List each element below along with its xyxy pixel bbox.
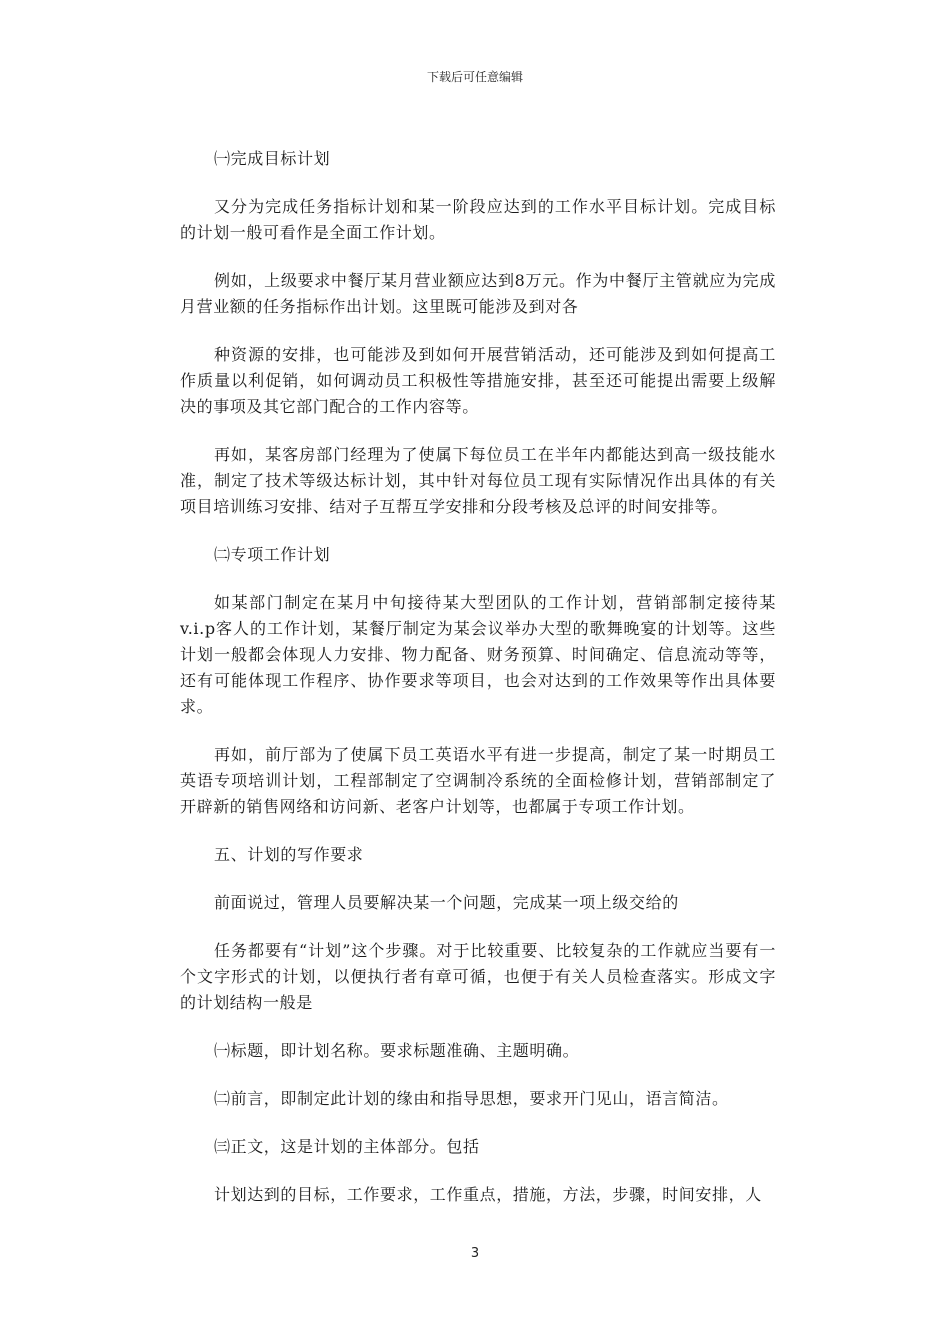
header-note: 下载后可任意编辑 bbox=[426, 70, 523, 84]
list-item-body: ㈢正文，这是计划的主体部分。包括 bbox=[214, 1137, 480, 1156]
section-heading-writing-requirements: 五、计划的写作要求 bbox=[214, 845, 364, 864]
section-heading-special-plan: ㈡专项工作计划 bbox=[214, 545, 331, 564]
paragraph: 再如，某客房部门经理为了使属下每位员工在半年内都能达到高一级技能水准，制定了技术等级达标计划，其中针对每位员工现有实际情况作出具体的有关项目培训练习安排、结对子互帮互学安排和分段考核及总评的时间安排等。 bbox=[180, 445, 776, 516]
paragraph: 例如，上级要求中餐厅某月营业额应达到8万元。作为中餐厅主管就应为完成月营业额的任务指标作出计划。这里既可能涉及到对各 bbox=[180, 271, 776, 316]
paragraph: 如某部门制定在某月中旬接待某大型团队的工作计划，营销部制定接待某v.i.p客人的工作计划，某餐厅制定为某会议举办大型的歌舞晚宴的计划等。这些计划一般都会体现人力安排、物力配备、财务预算、时间确定、信息流动等等，还有可能体现工作程序、协作要求等项目，也会对达到的工作效果等作出具体要求。 bbox=[180, 593, 776, 716]
paragraph: 计划达到的目标，工作要求，工作重点，措施，方法，步骤，时间安排，人 bbox=[214, 1185, 762, 1204]
list-item-preface: ㈡前言，即制定此计划的缘由和指导思想，要求开门见山，语言简洁。 bbox=[214, 1089, 729, 1108]
page-number: 3 bbox=[470, 1246, 480, 1261]
paragraph: 前面说过，管理人员要解决某一个问题，完成某一项上级交给的 bbox=[214, 893, 679, 912]
paragraph: 再如，前厅部为了使属下员工英语水平有进一步提高，制定了某一时期员工英语专项培训计划，工程部制定了空调制冷系统的全面检修计划，营销部制定了开辟新的销售网络和访问新、老客户计划等，也都属于专项工作计划。 bbox=[180, 745, 776, 816]
section-heading-goal-plan: ㈠完成目标计划 bbox=[214, 149, 331, 168]
paragraph: 任务都要有“计划”这个步骤。对于比较重要、比较复杂的工作就应当要有一个文字形式的计划，以便执行者有章可循，也便于有关人员检查落实。形成文字的计划结构一般是 bbox=[180, 941, 776, 1012]
paragraph: 种资源的安排，也可能涉及到如何开展营销活动，还可能涉及到如何提高工作质量以利促销，如何调动员工积极性等措施安排，甚至还可能提出需要上级解决的事项及其它部门配合的工作内容等。 bbox=[180, 345, 776, 416]
list-item-title: ㈠标题，即计划名称。要求标题准确、主题明确。 bbox=[214, 1041, 580, 1060]
document-body bbox=[180, 146, 776, 1230]
paragraph: 又分为完成任务指标计划和某一阶段应达到的工作水平目标计划。完成目标的计划一般可看作是全面工作计划。 bbox=[180, 197, 776, 242]
